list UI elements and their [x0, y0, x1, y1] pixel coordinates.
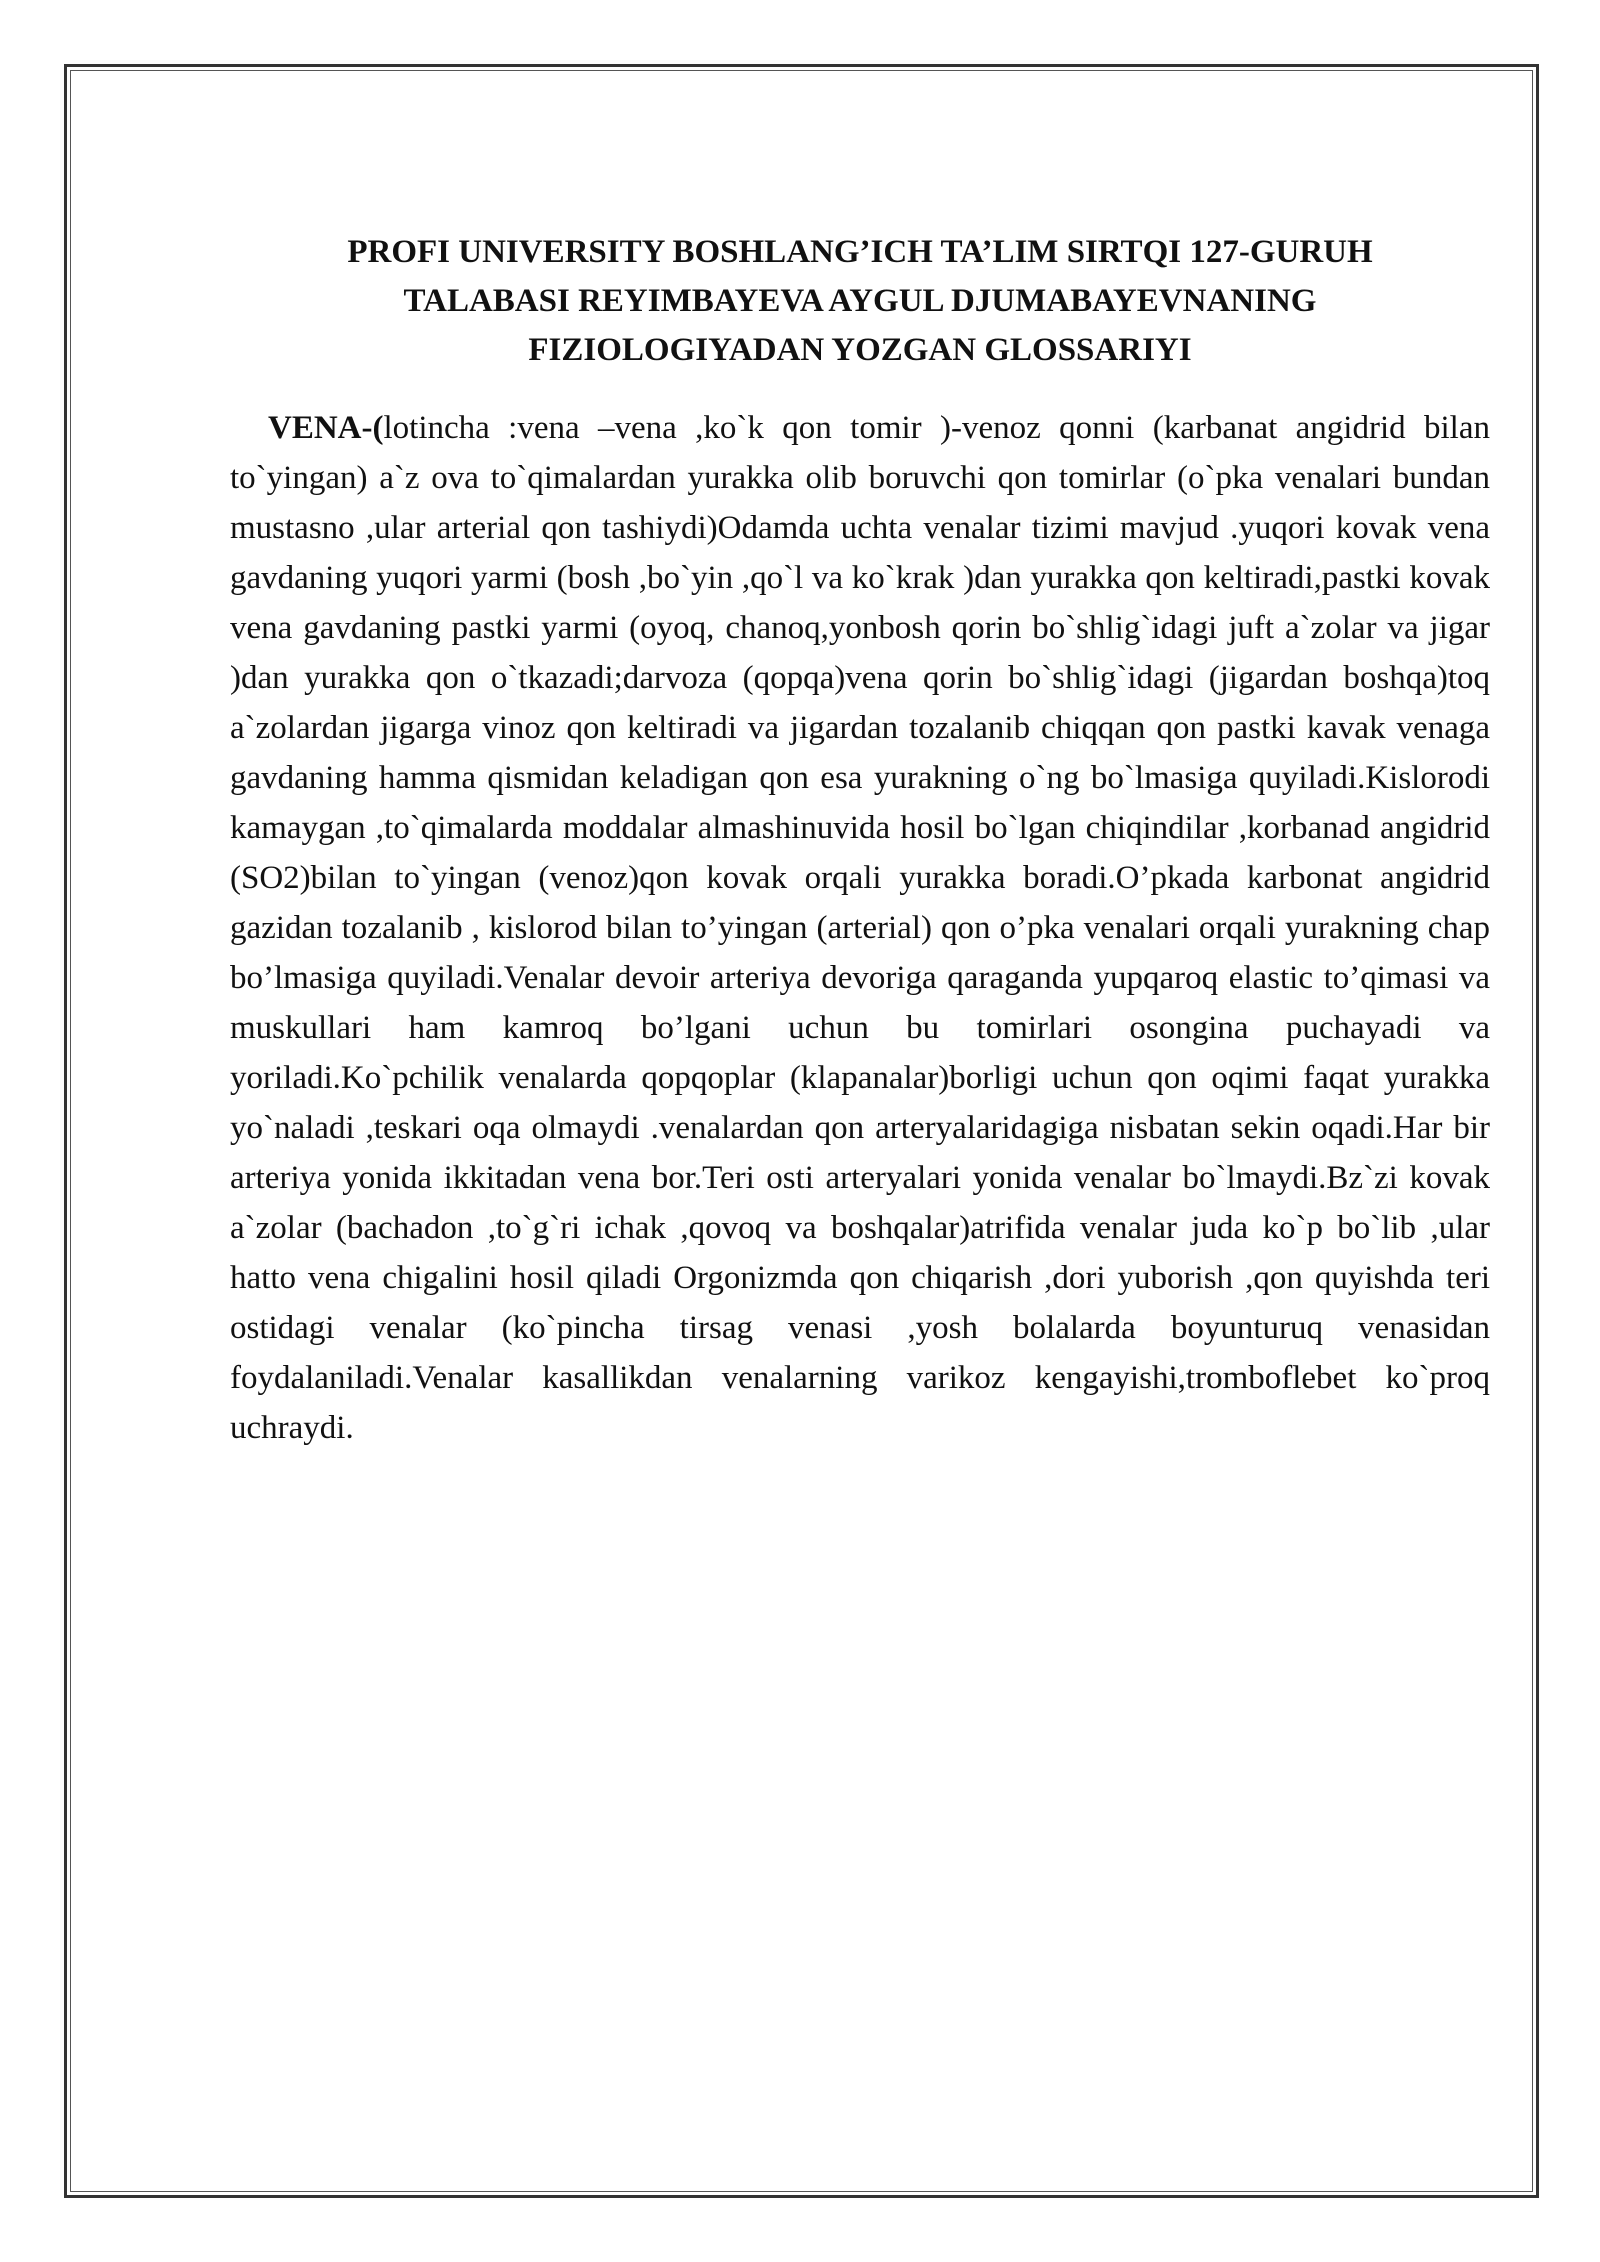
glossary-entry — [230, 403, 1490, 1453]
glossary-term: VENA-( — [268, 410, 384, 446]
glossary-definition: lotincha :vena –vena ,ko`k qon tomir )-venoz qonni (karbanat angidrid bilan to`yingan) a`z ova to`qimalardan yurakka olib boruvchi qon tomirlar (o`pka venalari bundan mustasno ,ular arterial qon tashiydi)Odamda uchta venalar tizimi mavjud .yuqori kovak vena gavdaning yuqori yarmi (bosh ,bo`yin ,qo`l va ko`krak )dan yurakka qon keltiradi,pastki kovak vena gavdaning pastki yarmi (oyoq, chanoq,yonbosh qorin bo`shlig`idagi juft a`zolar va jigar )dan yurakka qon o`tkazadi;darvoza (qopqa)vena qorin bo`shlig`idagi (jigardan boshqa)toq a`zolardan jigarga vinoz qon keltiradi va jigardan tozalanib chiqqan qon pastki kavak venaga gavdaning hamma qismidan keladigan qon esa yurakning o`ng bo`lmasiga quyiladi.Kislorodi kamaygan ,to`qimalarda moddalar almashinuvida hosil bo`lgan chiqindilar ,korbanad angidrid (SO2)bilan to`yingan (venoz)qon kovak orqali yurakka boradi.O’pkada karbonat angidrid gazidan tozalanib , kislorod bilan to’yingan (arterial) qon o’pka venalari orqali yurakning chap bo’lmasiga quyiladi.Venalar devoir arteriya devoriga qaraganda yupqaroq elastic to’qimasi va muskullari ham kamroq bo’lgani uchun bu tomirlari osongina puchayadi va yoriladi.Ko`pchilik venalarda qopqoplar (klapanalar)borligi uchun qon oqimi faqat yurakka yo`naladi ,teskari oqa olmaydi .venalardan qon arteryalaridagiga nisbatan sekin oqadi.Har bir arteriya yonida ikkitadan vena bor.Teri osti arteryalari yonida venalar bo`lmaydi.Bz`zi kovak a`zolar (bachadon ,to`g`ri ichak ,qovoq va boshqalar)atrifida venalar juda ko`p bo`lib ,ular hatto vena chigalini hosil qiladi Orgonizmda qon chiqarish ,dori yuborish ,qon quyishda teri ostidagi venalar (ko`pincha tirsag venasi ,yosh bolalarda boyunturuq venasidan foydalaniladi.Venalar kasallikdan venalarning varikoz kengayishi,tromboflebet ko`proq uchraydi. — [230, 410, 1490, 1446]
title-line-1: PROFI UNIVERSITY BOSHLANG’ICH TA’LIM SIRTQI 127-GURUH — [347, 234, 1373, 270]
title-line-2: TALABASI REYIMBAYEVA AYGUL DJUMABAYEVNANING — [403, 283, 1317, 319]
document-title — [230, 228, 1490, 375]
title-line-3: FIZIOLOGIYADAN YOZGAN GLOSSARIYI — [528, 332, 1192, 368]
document-content — [230, 228, 1490, 1453]
